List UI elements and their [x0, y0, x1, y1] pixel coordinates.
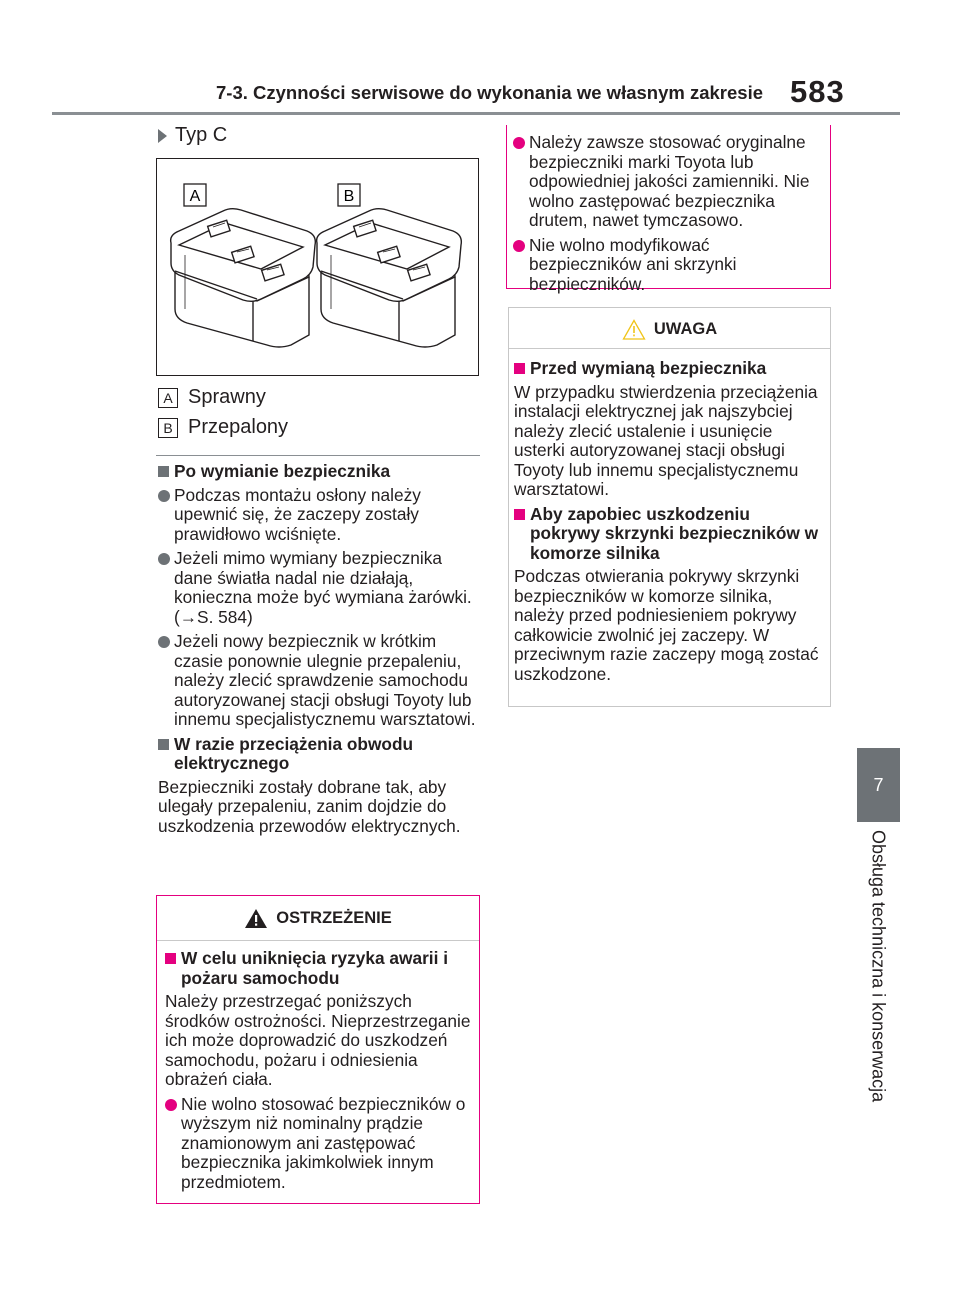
- header-rule: [52, 112, 900, 115]
- type-label-text: Typ C: [175, 124, 228, 146]
- left-column: [158, 462, 480, 841]
- page-number: 583: [790, 74, 845, 109]
- chapter-number: 7: [873, 774, 884, 795]
- legend-item-a: [158, 386, 266, 409]
- warning-box: [156, 895, 480, 1204]
- section-divider: [156, 455, 480, 456]
- warning-list-item: Nie wolno modyfikować bezpieczników ani skrzynki bezpieczników.: [513, 236, 822, 295]
- square-bullet-icon: [514, 509, 525, 520]
- section-title: 7-3. Czynności serwisowe do wykonania we własnym zakresie: [216, 82, 763, 103]
- warning-continuation-box: [506, 125, 831, 294]
- notice-header: [509, 308, 830, 349]
- caution-triangle-icon: [622, 319, 646, 340]
- warning-paragraph: Należy przestrzegać poniższych środków ostrożności. Nieprzestrzeganie ich może doprowadzić do uszkodzeń samochodu, pożaru i odniesienia obrażeń ciała.: [165, 991, 471, 1089]
- legend-item-b: [158, 416, 288, 439]
- paragraph: Bezpieczniki zostały dobrane tak, aby ulegały przepaleniu, zanim dojdzie do uszkodzenia przewodów elektrycznych.: [158, 776, 461, 836]
- square-bullet-icon: [165, 953, 176, 964]
- list-item: Podczas montażu osłony należy upewnić się, że zaczepy zostały prawidłowo wciśnięte.: [158, 486, 480, 545]
- chapter-tab: [857, 748, 900, 822]
- warning-header: [157, 896, 479, 941]
- triangle-marker-icon: [158, 129, 167, 143]
- notice-heading-1: Przed wymianą bezpiecznika: [514, 359, 822, 379]
- fuse-b: [317, 209, 462, 347]
- heading-circuit-overload: W razie przeciążenia obwodu elektrycznego: [158, 735, 480, 774]
- notice-paragraph-1: W przypadku stwierdzenia przeciążenia instalacji elektrycznej jak najszybciej należy zlecić ustalenie i usunięcie usterki autoryzowanej stacji obsługi Toyoty lub innemu specjalistycznemu warsztatowi.: [514, 381, 818, 499]
- legend-text-b: Przepalony: [188, 416, 289, 438]
- round-bullet-icon: [158, 490, 170, 502]
- legend-key-a: A: [158, 388, 178, 408]
- fuse-illustration: [156, 158, 479, 376]
- notice-title: UWAGA: [653, 319, 718, 338]
- round-bullet-icon: [158, 636, 170, 648]
- chapter-title: Obsługa techniczna i konserwacja: [868, 830, 889, 1103]
- round-bullet-icon: [513, 137, 525, 149]
- list-item: Jeżeli mimo wymiany bezpiecznika dane światła nadal nie działają, konieczna może być wymiana żarówki. (→S. 584): [158, 549, 480, 627]
- legend-text-a: Sprawny: [188, 386, 266, 408]
- warning-triangle-icon: [244, 908, 268, 929]
- square-bullet-icon: [158, 739, 169, 750]
- round-bullet-icon: [513, 240, 525, 252]
- notice-heading-2: Aby zapobiec uszkodzeniu pokrywy skrzynki bezpieczników w komorze silnika: [514, 505, 822, 564]
- warning-heading: W celu uniknięcia ryzyka awarii i pożaru samochodu: [165, 949, 471, 988]
- legend-key-b: B: [158, 418, 178, 438]
- notice-box: [508, 307, 831, 707]
- heading-after-replacement: Po wymianie bezpiecznika: [158, 462, 480, 482]
- list-item: Jeżeli nowy bezpiecznik w krótkim czasie ponownie ulegnie przepaleniu, należy zlecić sprawdzenie samochodu autoryzowanej stacji obsługi Toyoty lub innemu specjalistycznemu warsztatowi.: [158, 632, 480, 730]
- fuse-drawing: [157, 159, 477, 374]
- warning-body: [157, 941, 479, 1192]
- warning-title: OSTRZEŻENIE: [276, 908, 392, 927]
- square-bullet-icon: [514, 363, 525, 374]
- warning-list-item: Należy zawsze stosować oryginalne bezpieczniki marki Toyota lub odpowiedniej jakości zamienniki. Nie wolno zastępować bezpiecznika drutem, nawet tymczasowo.: [513, 133, 822, 231]
- chapter-title-vertical: [858, 830, 898, 1120]
- square-bullet-icon: [158, 466, 169, 477]
- round-bullet-icon: [165, 1099, 177, 1111]
- type-label: [158, 124, 227, 147]
- notice-body: [509, 349, 830, 684]
- fuse-a: [171, 209, 316, 347]
- label-a-text: A: [189, 188, 201, 205]
- warning-list-item: Nie wolno stosować bezpieczników o wyższym niż nominalny prądzie znamionowym ani zastępować bezpiecznika jakimkolwiek innym przedmiotem.: [165, 1095, 471, 1193]
- label-b-text: B: [343, 188, 355, 205]
- round-bullet-icon: [158, 553, 170, 565]
- notice-paragraph-2: Podczas otwierania pokrywy skrzynki bezpieczników w komorze silnika, należy przed podniesieniem pokrywy całkowicie zwolnić jej zaczepy. W przeciwnym razie zaczepy mogą zostać uszkodzone.: [514, 566, 819, 684]
